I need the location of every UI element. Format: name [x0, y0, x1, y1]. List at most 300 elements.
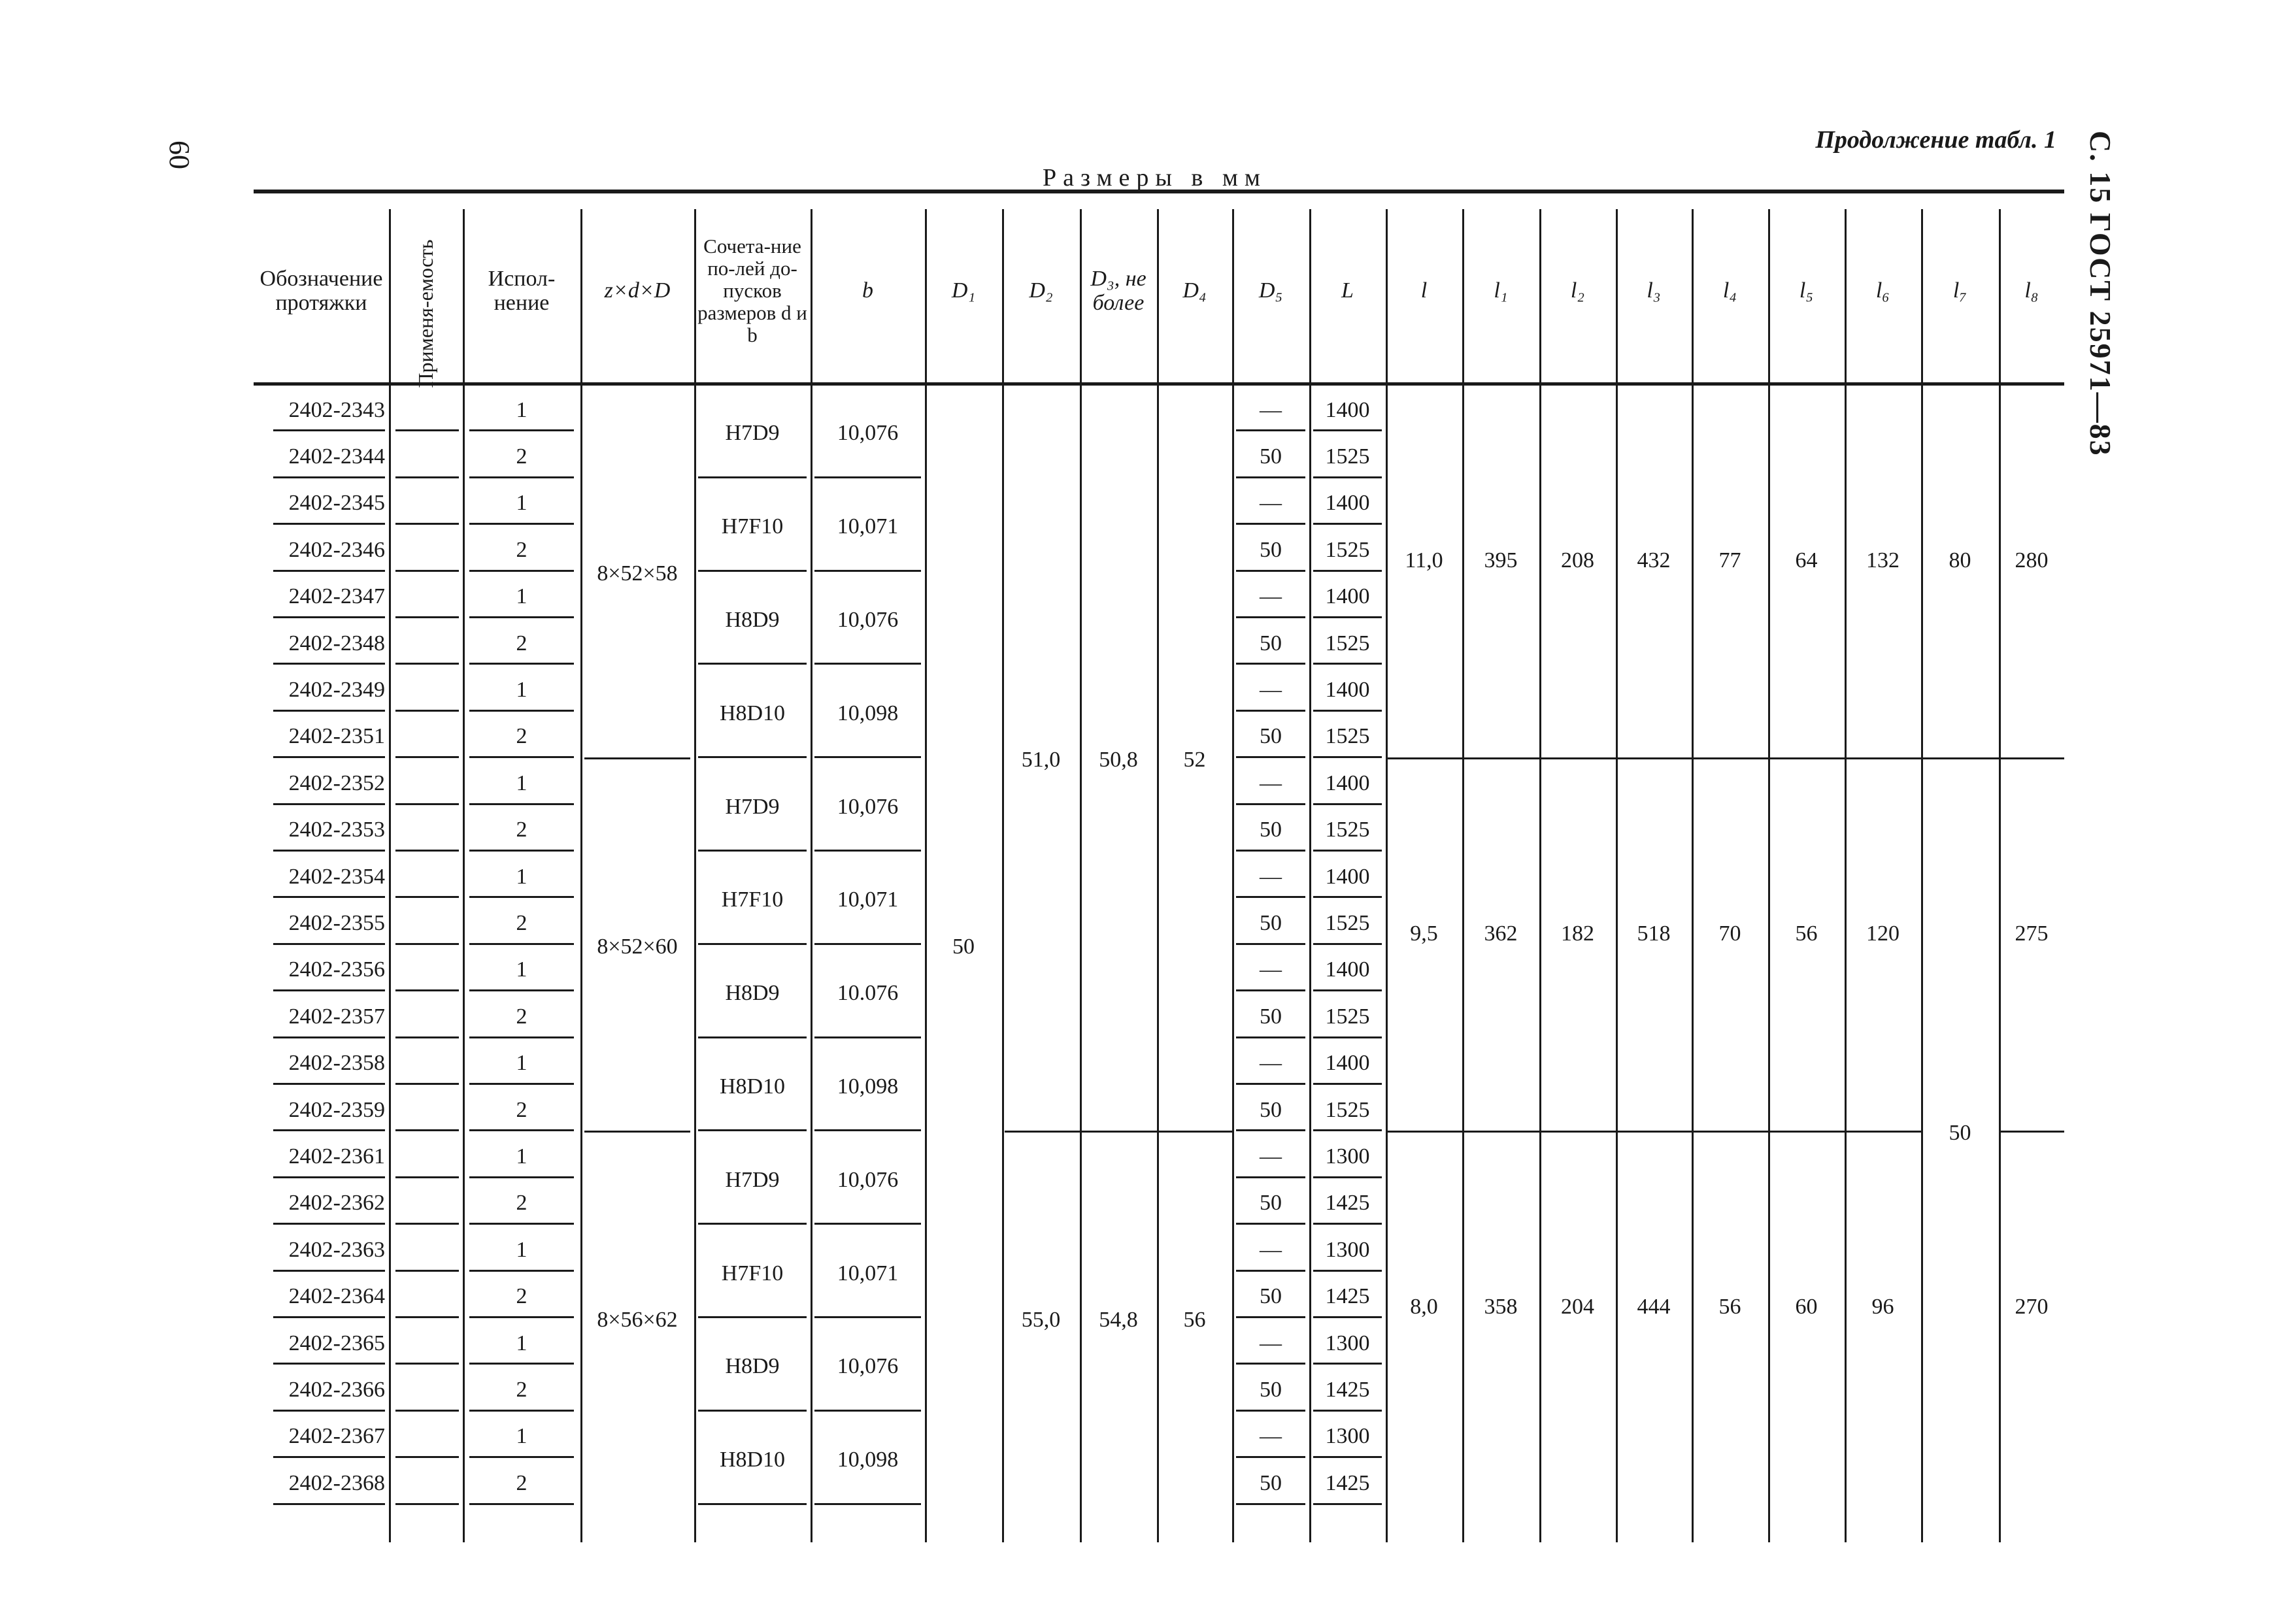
b-cell: 10,076	[837, 794, 899, 819]
row-underline	[1313, 1456, 1382, 1458]
row-underline	[469, 1503, 574, 1505]
D5-cell: 50	[1260, 818, 1282, 842]
l5-cell: 56	[1795, 921, 1818, 946]
column-rule	[389, 209, 391, 1542]
D5-cell: 50	[1260, 724, 1282, 749]
execution-cell: 2	[516, 724, 527, 749]
D5-cell: —	[1260, 1051, 1282, 1076]
execution-cell: 2	[516, 1470, 527, 1495]
l6-cell: 120	[1866, 921, 1900, 946]
l4-cell: 77	[1718, 548, 1741, 572]
row-underline	[1236, 663, 1305, 665]
row-underline	[469, 523, 574, 525]
row-underline	[395, 1083, 459, 1085]
D5-cell: —	[1260, 1331, 1282, 1355]
L-cell: 1525	[1325, 444, 1370, 469]
execution-cell: 1	[516, 771, 527, 795]
L-cell: 1525	[1325, 1004, 1370, 1029]
designation-cell: 2402-2353	[288, 818, 385, 842]
designation-cell: 2402-2343	[288, 397, 385, 422]
row-underline	[1313, 896, 1382, 898]
header-tolerance: Сочета-ние по-лей до-пусков размеров d и b	[697, 234, 807, 347]
row-underline	[395, 756, 459, 758]
pair-underline	[814, 1223, 921, 1225]
row-underline	[1236, 756, 1305, 758]
row-underline	[395, 850, 459, 852]
row-underline	[1313, 1176, 1382, 1178]
row-underline	[469, 1456, 574, 1458]
row-underline	[395, 429, 459, 431]
designation-cell: 2402-2344	[288, 444, 385, 469]
tolerance-fit-cell: H8D10	[719, 701, 786, 725]
row-underline	[1313, 1083, 1382, 1085]
row-underline	[1236, 1410, 1305, 1412]
row-underline	[395, 1456, 459, 1458]
L-cell: 1525	[1325, 818, 1370, 842]
execution-cell: 2	[516, 537, 527, 562]
row-underline	[469, 1410, 574, 1412]
D5-cell: 50	[1260, 1284, 1282, 1309]
b-cell: 10,098	[837, 701, 899, 725]
l3-cell: 432	[1637, 548, 1671, 572]
row-underline	[1236, 1363, 1305, 1365]
L-cell: 1525	[1325, 631, 1370, 655]
standard-label: С. 15 ГОСТ 25971—83	[2084, 131, 2117, 457]
row-underline	[1313, 1363, 1382, 1365]
b-cell: 10.076	[837, 981, 899, 1006]
row-underline	[273, 710, 385, 712]
row-underline	[395, 476, 459, 478]
l4-cell: 56	[1718, 1294, 1741, 1319]
tolerance-fit-cell: H7F10	[721, 887, 784, 912]
row-underline	[395, 663, 459, 665]
l1-cell: 358	[1484, 1294, 1518, 1319]
header-D1: D₁	[951, 278, 976, 303]
designation-cell: 2402-2359	[288, 1097, 385, 1122]
tolerance-fit-cell: H8D9	[725, 607, 780, 632]
row-underline	[469, 1036, 574, 1038]
designation-cell: 2402-2351	[288, 724, 385, 749]
pair-underline	[698, 570, 807, 572]
row-underline	[273, 756, 385, 758]
table-top-rule	[254, 190, 2064, 193]
l6-cell: 96	[1871, 1294, 1894, 1319]
L-cell: 1300	[1325, 1237, 1370, 1262]
L-cell: 1400	[1325, 678, 1370, 703]
pair-underline	[814, 1036, 921, 1038]
header-l1: l₁	[1494, 278, 1508, 303]
l2-cell: 204	[1561, 1294, 1594, 1319]
l2-cell: 182	[1561, 921, 1594, 946]
header-l2: l₂	[1570, 278, 1585, 303]
row-underline	[1313, 523, 1382, 525]
L-cell: 1425	[1325, 1378, 1370, 1402]
D2-cell: 51,0	[1021, 748, 1061, 772]
execution-cell: 1	[516, 864, 527, 889]
l8-cell: 280	[2015, 548, 2049, 572]
row-underline	[1313, 803, 1382, 805]
designation-cell: 2402-2364	[288, 1284, 385, 1309]
pair-underline	[698, 756, 807, 758]
D5-cell: 50	[1260, 1470, 1282, 1495]
row-underline	[1313, 1503, 1382, 1505]
row-underline	[1313, 1270, 1382, 1272]
L-cell: 1425	[1325, 1284, 1370, 1309]
row-underline	[469, 710, 574, 712]
D3-cell: 50,8	[1099, 748, 1138, 772]
execution-cell: 2	[516, 1378, 527, 1402]
row-underline	[1313, 663, 1382, 665]
continuation-label: Продолжение табл. 1	[1815, 126, 2056, 154]
row-underline	[1236, 710, 1305, 712]
row-underline	[273, 1129, 385, 1131]
row-underline	[395, 1176, 459, 1178]
header-l5: l₅	[1799, 278, 1814, 303]
b-cell: 10,071	[837, 1261, 899, 1285]
row-underline	[1313, 616, 1382, 618]
designation-cell: 2402-2354	[288, 864, 385, 889]
row-underline	[1313, 1316, 1382, 1318]
designation-cell: 2402-2348	[288, 631, 385, 655]
row-underline	[1313, 429, 1382, 431]
L-cell: 1400	[1325, 584, 1370, 609]
pair-underline	[814, 1316, 921, 1318]
D5-cell: —	[1260, 957, 1282, 982]
l7-cell: 50	[1949, 1121, 1971, 1146]
row-underline	[469, 756, 574, 758]
pair-underline	[698, 943, 807, 945]
row-underline	[395, 1410, 459, 1412]
row-underline	[469, 803, 574, 805]
l3-cell: 518	[1637, 921, 1671, 946]
header-designation: Обозначение протяжки	[259, 266, 383, 315]
header-L: L	[1341, 278, 1354, 303]
l1-cell: 362	[1484, 921, 1518, 946]
row-underline	[1313, 1223, 1382, 1225]
designation-cell: 2402-2363	[288, 1237, 385, 1262]
designation-cell: 2402-2355	[288, 911, 385, 936]
pair-underline	[814, 476, 921, 478]
designation-cell: 2402-2349	[288, 678, 385, 703]
b-cell: 10,076	[837, 607, 899, 632]
row-underline	[1236, 1316, 1305, 1318]
zdD-cell: 8×52×60	[597, 934, 678, 959]
b-cell: 10,076	[837, 421, 899, 446]
designation-cell: 2402-2352	[288, 771, 385, 795]
row-underline	[395, 1503, 459, 1505]
execution-cell: 1	[516, 957, 527, 982]
row-underline	[273, 1036, 385, 1038]
pair-underline	[814, 850, 921, 852]
D5-cell: 50	[1260, 631, 1282, 655]
header-D3: D₃, не более	[1090, 266, 1146, 315]
row-underline	[469, 1316, 574, 1318]
row-underline	[1313, 710, 1382, 712]
D2-cell: 55,0	[1021, 1307, 1061, 1332]
execution-cell: 2	[516, 444, 527, 469]
execution-cell: 1	[516, 491, 527, 516]
execution-cell: 1	[516, 1331, 527, 1355]
pair-underline	[698, 1223, 807, 1225]
L-cell: 1525	[1325, 1097, 1370, 1122]
header-l3: l₃	[1647, 278, 1661, 303]
tolerance-fit-cell: H7F10	[721, 1261, 784, 1285]
designation-cell: 2402-2366	[288, 1378, 385, 1402]
tolerance-fit-cell: H8D9	[725, 981, 780, 1006]
row-underline	[273, 429, 385, 431]
row-underline	[1236, 429, 1305, 431]
L-cell: 1300	[1325, 1144, 1370, 1169]
row-underline	[1236, 1036, 1305, 1038]
l3-cell: 444	[1637, 1294, 1671, 1319]
row-underline	[1236, 896, 1305, 898]
D5-cell: —	[1260, 397, 1282, 422]
header-D5: D₅	[1258, 278, 1283, 303]
row-underline	[395, 1316, 459, 1318]
L-cell: 1525	[1325, 724, 1370, 749]
L-cell: 1425	[1325, 1470, 1370, 1495]
row-underline	[469, 1129, 574, 1131]
row-underline	[469, 570, 574, 572]
L-cell: 1425	[1325, 1191, 1370, 1216]
execution-cell: 1	[516, 584, 527, 609]
pair-underline	[698, 850, 807, 852]
execution-cell: 1	[516, 397, 527, 422]
D5-cell: 50	[1260, 1097, 1282, 1122]
header-l6: l₆	[1875, 278, 1890, 303]
execution-cell: 1	[516, 1144, 527, 1169]
header-D4: D₄	[1182, 278, 1207, 303]
l-cell: 11,0	[1405, 548, 1443, 572]
L-cell: 1400	[1325, 771, 1370, 795]
L-cell: 1300	[1325, 1331, 1370, 1355]
pair-underline	[814, 756, 921, 758]
row-underline	[273, 616, 385, 618]
header-zdD: z×d×D	[604, 278, 671, 303]
pair-underline	[698, 1503, 807, 1505]
header-b: b	[862, 278, 873, 303]
row-underline	[395, 896, 459, 898]
tolerance-fit-cell: H8D10	[719, 1074, 786, 1099]
designation-cell: 2402-2347	[288, 584, 385, 609]
row-underline	[273, 989, 385, 991]
row-underline	[395, 1129, 459, 1131]
tolerance-fit-cell: H7F10	[721, 514, 784, 539]
l-cell: 8,0	[1410, 1294, 1438, 1319]
row-underline	[273, 1363, 385, 1365]
row-underline	[273, 570, 385, 572]
row-underline	[469, 943, 574, 945]
row-underline	[469, 850, 574, 852]
L-cell: 1525	[1325, 537, 1370, 562]
D5-cell: —	[1260, 678, 1282, 703]
row-underline	[273, 523, 385, 525]
row-underline	[469, 476, 574, 478]
row-underline	[1236, 1270, 1305, 1272]
execution-cell: 1	[516, 1237, 527, 1262]
row-underline	[273, 476, 385, 478]
row-underline	[273, 1503, 385, 1505]
pair-underline	[698, 1410, 807, 1412]
row-underline	[469, 429, 574, 431]
row-underline	[1313, 1410, 1382, 1412]
pair-underline	[814, 663, 921, 665]
L-cell: 1300	[1325, 1424, 1370, 1449]
row-underline	[1236, 1129, 1305, 1131]
row-underline	[469, 989, 574, 991]
row-underline	[1236, 1176, 1305, 1178]
row-underline	[273, 803, 385, 805]
group-rule	[1005, 1131, 1232, 1133]
row-underline	[395, 1270, 459, 1272]
row-underline	[1313, 476, 1382, 478]
l7-cell: 80	[1949, 548, 1971, 572]
l4-cell: 70	[1718, 921, 1741, 946]
row-underline	[1236, 476, 1305, 478]
l8-cell: 270	[2015, 1294, 2049, 1319]
D4-cell: 56	[1183, 1307, 1206, 1332]
execution-cell: 2	[516, 1284, 527, 1309]
l-cell: 9,5	[1410, 921, 1438, 946]
header-l7: l₇	[1952, 278, 1967, 303]
designation-cell: 2402-2362	[288, 1191, 385, 1216]
row-underline	[273, 850, 385, 852]
execution-cell: 2	[516, 1004, 527, 1029]
row-underline	[273, 663, 385, 665]
row-underline	[1236, 803, 1305, 805]
D5-cell: —	[1260, 1237, 1282, 1262]
pair-underline	[814, 570, 921, 572]
D3-cell: 54,8	[1099, 1307, 1138, 1332]
header-execution: Испол-нение	[488, 266, 556, 315]
row-underline	[395, 710, 459, 712]
row-underline	[273, 1270, 385, 1272]
pair-underline	[698, 476, 807, 478]
L-cell: 1400	[1325, 1051, 1370, 1076]
D5-cell: 50	[1260, 444, 1282, 469]
row-underline	[273, 1176, 385, 1178]
l5-cell: 64	[1795, 548, 1818, 572]
execution-cell: 2	[516, 631, 527, 655]
execution-cell: 1	[516, 1051, 527, 1076]
header-applicability: Применя-емость	[413, 239, 437, 388]
header-D2: D₂	[1029, 278, 1053, 303]
pair-underline	[814, 1503, 921, 1505]
row-underline	[1236, 1223, 1305, 1225]
header-l8: l₈	[2024, 278, 2039, 303]
execution-cell: 2	[516, 1191, 527, 1216]
row-underline	[1236, 989, 1305, 991]
b-cell: 10,071	[837, 514, 899, 539]
D5-cell: —	[1260, 1144, 1282, 1169]
row-underline	[395, 1223, 459, 1225]
designation-cell: 2402-2365	[288, 1331, 385, 1355]
l6-cell: 132	[1866, 548, 1900, 572]
row-underline	[1313, 1036, 1382, 1038]
D5-cell: —	[1260, 864, 1282, 889]
designation-cell: 2402-2345	[288, 491, 385, 516]
D5-cell: 50	[1260, 537, 1282, 562]
row-underline	[469, 616, 574, 618]
b-cell: 10,076	[837, 1354, 899, 1379]
D5-cell: 50	[1260, 1004, 1282, 1029]
header-l4: l₄	[1722, 278, 1737, 303]
row-underline	[395, 570, 459, 572]
row-underline	[273, 1083, 385, 1085]
row-underline	[469, 1223, 574, 1225]
D5-cell: —	[1260, 771, 1282, 795]
pair-underline	[698, 1316, 807, 1318]
pair-underline	[814, 1410, 921, 1412]
pair-underline	[698, 1036, 807, 1038]
execution-cell: 1	[516, 1424, 527, 1449]
D5-cell: 50	[1260, 1191, 1282, 1216]
designation-cell: 2402-2358	[288, 1051, 385, 1076]
execution-cell: 1	[516, 678, 527, 703]
tolerance-fit-cell: H8D10	[719, 1448, 786, 1472]
row-underline	[1236, 523, 1305, 525]
row-underline	[395, 1363, 459, 1365]
b-cell: 10,098	[837, 1448, 899, 1472]
L-cell: 1400	[1325, 491, 1370, 516]
row-underline	[1236, 1503, 1305, 1505]
row-underline	[273, 1456, 385, 1458]
pair-underline	[698, 1129, 807, 1131]
b-cell: 10,076	[837, 1167, 899, 1192]
L-cell: 1400	[1325, 864, 1370, 889]
row-underline	[395, 616, 459, 618]
pair-underline	[814, 1129, 921, 1131]
b-cell: 10,098	[837, 1074, 899, 1099]
row-underline	[273, 1410, 385, 1412]
row-underline	[469, 1176, 574, 1178]
D4-cell: 52	[1183, 748, 1206, 772]
D1-cell: 50	[952, 934, 975, 959]
group-rule	[584, 757, 690, 759]
l2-cell: 208	[1561, 548, 1594, 572]
row-underline	[1313, 850, 1382, 852]
group-rule	[584, 1131, 690, 1133]
row-underline	[273, 1316, 385, 1318]
L-cell: 1400	[1325, 957, 1370, 982]
designation-cell: 2402-2361	[288, 1144, 385, 1169]
row-underline	[1236, 616, 1305, 618]
row-underline	[1313, 1129, 1382, 1131]
row-underline	[469, 1083, 574, 1085]
tolerance-fit-cell: H7D9	[725, 421, 780, 446]
designation-cell: 2402-2356	[288, 957, 385, 982]
L-cell: 1525	[1325, 911, 1370, 936]
D5-cell: 50	[1260, 1378, 1282, 1402]
l8-cell: 275	[2015, 921, 2049, 946]
row-underline	[395, 803, 459, 805]
pair-underline	[698, 663, 807, 665]
b-cell: 10,071	[837, 887, 899, 912]
row-underline	[1313, 989, 1382, 991]
row-underline	[469, 1270, 574, 1272]
row-underline	[469, 663, 574, 665]
page-number: 60	[163, 141, 195, 169]
tolerance-fit-cell: H8D9	[725, 1354, 780, 1379]
row-underline	[1236, 1456, 1305, 1458]
execution-cell: 2	[516, 818, 527, 842]
designation-cell: 2402-2367	[288, 1424, 385, 1449]
D5-cell: —	[1260, 1424, 1282, 1449]
row-underline	[469, 896, 574, 898]
designation-cell: 2402-2368	[288, 1470, 385, 1495]
row-underline	[1313, 570, 1382, 572]
header-l: l	[1420, 278, 1428, 303]
